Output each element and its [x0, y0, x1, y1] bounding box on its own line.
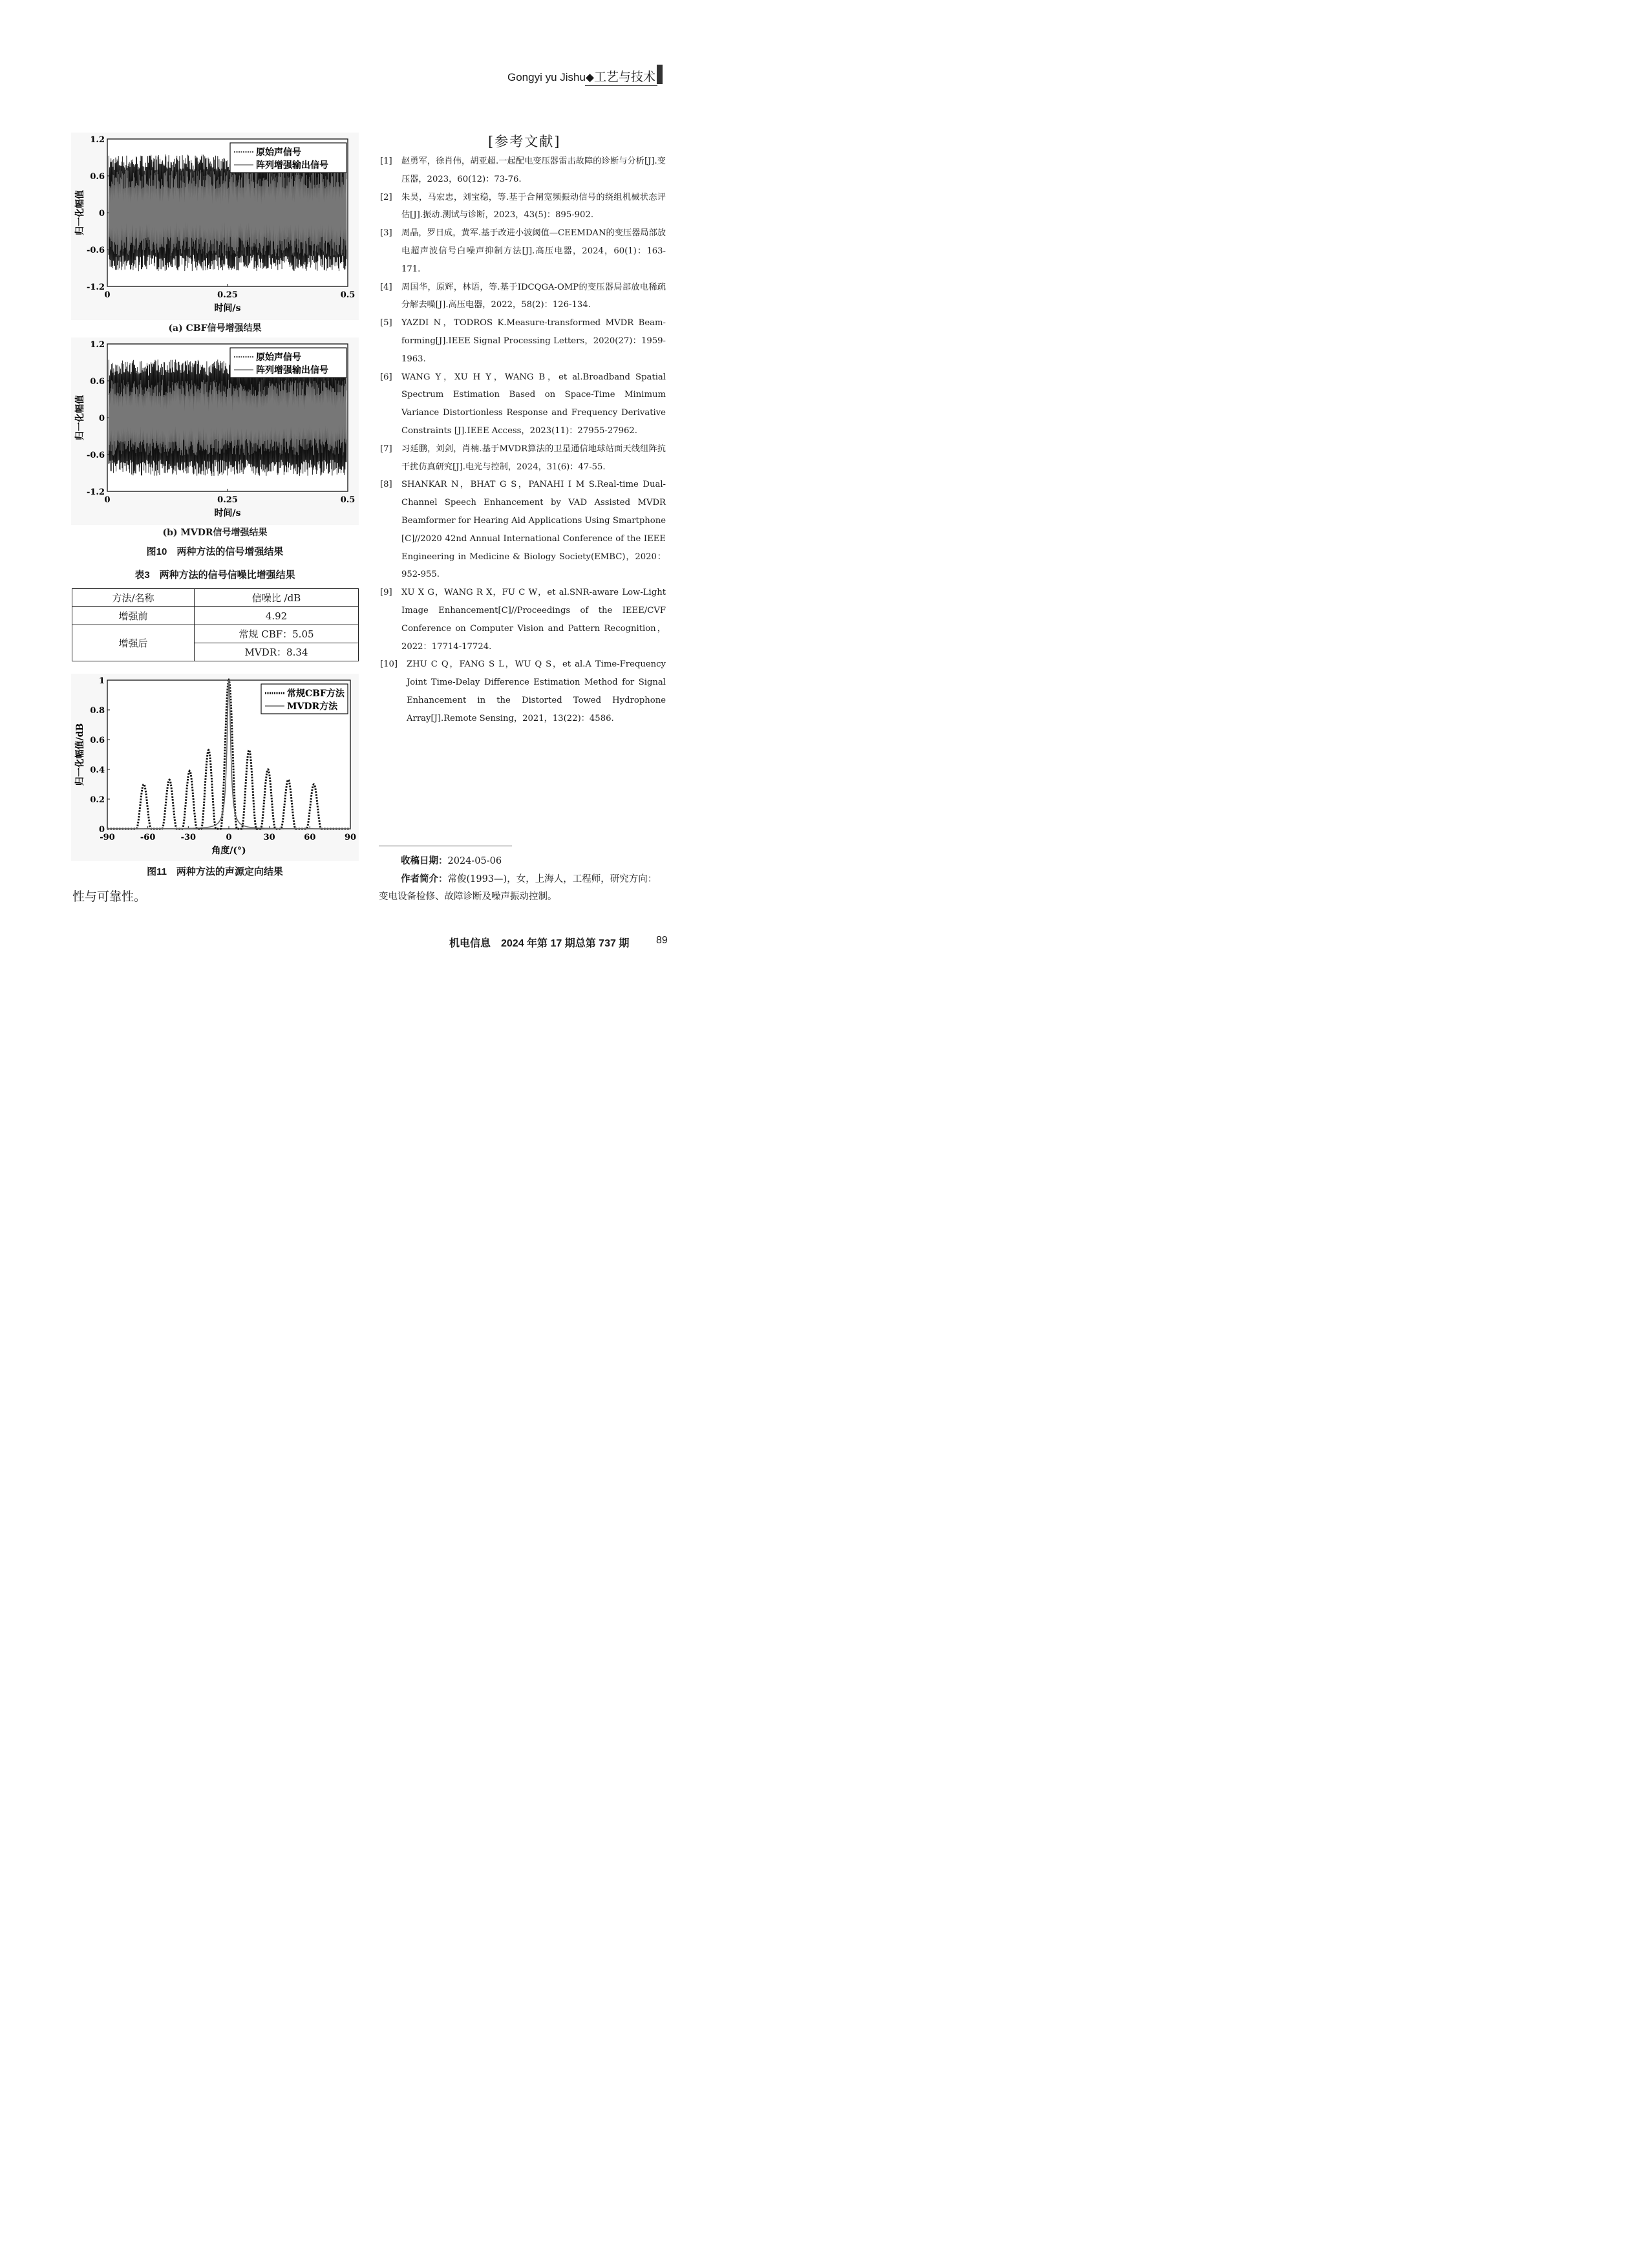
reference-text: WANG Y，XU H Y，WANG B，et al.Broadband Spatial Spectrum Estimation Based on Space-Time Minimum Variance Distortionless Response and Frequency Derivative Constraints [J].IEEE Access，2023(11)：27955-27962.: [401, 372, 666, 436]
figure11-chart: [71, 674, 359, 861]
reference-text: XU X G，WANG R X，FU C W，et al.SNR-aware Low-Light Image Enhancement[C]//Proceedings of the IEEE/CVF Conference on Computer Vision and Pattern Recognition，2022：17714-17724.: [401, 588, 666, 652]
y-tick-label: 0: [98, 414, 105, 423]
x-tick-label: 0.25: [217, 495, 238, 505]
figure10a-caption: (a) CBF信号增强结果: [168, 323, 262, 334]
reference-text: ZHU C Q，FANG S L，WU Q S，et al.A Time-Frequency Joint Time-Delay Difference Estimation Method for Signal Enhancement in the Distorted Towed Hydrophone Array[J].Remote Sensing，2021，13(22)：4586.: [407, 659, 666, 723]
received-date: [401, 853, 502, 867]
page-number: 89: [656, 935, 668, 946]
reference-text: 赵勇军，徐肖伟，胡亚超.一起配电变压器雷击故障的诊断与分析[J].变压器，2023，60(12)：73-76.: [401, 156, 666, 184]
table3-caption: 表3 两种方法的信号信噪比增强结果: [134, 570, 295, 581]
references-title: [参考文献]: [488, 134, 561, 149]
y-tick-label: 0.6: [90, 736, 105, 745]
header-section: 工艺与技术: [594, 70, 656, 84]
x-axis-label: 时间/s: [214, 508, 241, 519]
figure11-caption: 图11 两种方法的声源定向结果: [147, 866, 283, 877]
reference-number: [4]: [380, 282, 392, 292]
reference-item: [380, 189, 666, 225]
figure10b-caption: (b) MVDR信号增强结果: [162, 528, 268, 538]
reference-number: [9]: [380, 588, 392, 598]
legend-label: 原始声信号: [256, 147, 301, 158]
figure10b-chart: [71, 337, 359, 525]
figure10a-chart: [71, 133, 359, 320]
x-tick-label: 0: [104, 290, 111, 300]
y-tick-label: 0.2: [90, 795, 105, 805]
received-value: 2024-05-06: [447, 856, 502, 866]
reference-item: [380, 224, 666, 278]
y-tick-label: 0.6: [90, 172, 105, 182]
y-tick-label: 1.2: [90, 340, 105, 350]
x-axis-label: 角度/(°): [211, 846, 246, 856]
x-tick-label: 0: [226, 833, 232, 842]
figure10-caption: 图10 两种方法的信号增强结果: [146, 546, 284, 557]
x-tick-label: 60: [304, 833, 316, 842]
author-label: 作者简介：: [401, 874, 448, 884]
received-label: 收稿日期：: [401, 856, 448, 866]
reference-item: [380, 440, 666, 476]
reference-text: 周晶，罗日成，黄军.基于改进小波阈值—CEEMDAN的变压器局部放电超声波信号白噪声抑制方法[J].高压电器，2024，60(1)：163-171.: [401, 228, 666, 274]
x-tick-label: -90: [100, 833, 115, 842]
header-pinyin: Gongyi yu Jishu: [507, 71, 586, 83]
x-tick-label: 0.25: [217, 290, 238, 300]
y-tick-label: -1.2: [86, 283, 105, 292]
y-tick-label: 0.6: [90, 377, 105, 387]
author-bio: [379, 871, 666, 906]
reference-number: [10]: [380, 659, 398, 670]
diamond-icon: ◆: [585, 71, 595, 83]
table-row: [72, 625, 359, 643]
x-tick-label: 0.5: [340, 495, 356, 505]
reference-item: [380, 656, 666, 727]
reference-item: [380, 279, 666, 315]
legend-label: 阵列增强输出信号: [256, 160, 328, 171]
reference-number: [5]: [380, 318, 392, 328]
y-axis-label: 归一化幅值: [75, 190, 85, 235]
x-tick-label: 90: [344, 833, 357, 842]
reference-text: 周国华，原辉，林语，等.基于IDCQGA-OMP的变压器局部放电稀疏分解去噪[J].高压电器，2022，58(2)：126-134.: [401, 282, 666, 310]
y-tick-label: -1.2: [86, 487, 105, 497]
legend-label: 原始声信号: [256, 352, 301, 363]
table-row: [72, 589, 359, 607]
reference-number: [2]: [380, 192, 392, 202]
legend-label: 阵列增强输出信号: [256, 365, 328, 376]
table-cell: 4.92: [195, 607, 359, 625]
y-axis-label: 归一化幅值/dB: [75, 723, 85, 786]
header-bar: [657, 65, 663, 84]
x-tick-label: -30: [180, 833, 197, 842]
legend-label: 常规CBF方法: [287, 689, 345, 699]
body-text-fragment: 性与可靠性。: [72, 890, 147, 904]
header-rule: [585, 85, 657, 86]
y-tick-label: -0.6: [86, 451, 105, 460]
reference-item: [380, 476, 666, 584]
reference-list: [380, 153, 666, 728]
reference-number: [6]: [380, 372, 392, 382]
reference-text: 朱昊，马宏忠，刘宝稳，等.基于合闸宽频振动信号的绕组机械状态评估[J].振动.测试与诊断，2023，43(5)：895-902.: [401, 192, 666, 220]
y-tick-label: 0.4: [90, 765, 105, 775]
table-cell: 常规 CBF：5.05: [195, 625, 359, 643]
reference-number: [1]: [380, 156, 392, 166]
author-text: 常俊(1993—)，女，上海人，工程师，研究方向：变电设备检修、故障诊断及噪声振动控制。: [379, 874, 657, 902]
reference-text: YAZDI N，TODROS K.Measure-transformed MVDR Beam-forming[J].IEEE Signal Processing Letters，2020(27)：1959-1963.: [401, 318, 666, 364]
reference-number: [7]: [380, 444, 392, 454]
running-header: [507, 67, 655, 85]
reference-item: [380, 153, 666, 189]
reference-item: [380, 584, 666, 656]
journal-footer: 机电信息 2024 年第 17 期总第 737 期: [449, 938, 630, 949]
reference-item: [380, 314, 666, 368]
table-row: [72, 607, 359, 625]
table-header-cell: 信噪比 /dB: [195, 589, 359, 607]
reference-number: [3]: [380, 228, 392, 239]
table-header-cell: 方法/名称: [72, 589, 195, 607]
y-tick-label: 0.8: [90, 706, 105, 716]
y-axis-label: 归一化幅值: [75, 395, 85, 440]
reference-text: SHANKAR N，BHAT G S，PANAHI I M S.Real-time Dual-Channel Speech Enhancement by VAD Assisted MVDR Beamformer for Hearing Aid Applications Using Smartphone [C]//2020 42nd Annual International Conference of the IEEE Engineering in Medicine & Biology Society(EMBC)，2020：952-955.: [401, 480, 666, 580]
y-tick-label: 0: [98, 825, 105, 835]
x-tick-label: 30: [263, 833, 275, 842]
x-tick-label: 0: [104, 495, 111, 505]
table-cell: MVDR：8.34: [195, 643, 359, 661]
reference-number: [8]: [380, 480, 392, 490]
snr-table: [72, 588, 359, 661]
x-tick-label: -60: [140, 833, 156, 842]
table-cell: 增强前: [72, 607, 195, 625]
x-tick-label: 0.5: [340, 290, 356, 300]
legend-label: MVDR方法: [287, 701, 338, 712]
reference-text: 习延鹏，刘剑，肖楠.基于MVDR算法的卫星通信地球站面天线组阵抗干扰仿真研究[J].电光与控制，2024，31(6)：47-55.: [401, 444, 666, 472]
x-axis-label: 时间/s: [214, 303, 241, 314]
table-cell: 增强后: [72, 625, 195, 661]
y-tick-label: -0.6: [86, 246, 105, 255]
y-tick-label: 1.2: [90, 135, 105, 145]
reference-item: [380, 369, 666, 440]
y-tick-label: 1: [98, 676, 105, 686]
y-tick-label: 0: [98, 209, 105, 219]
